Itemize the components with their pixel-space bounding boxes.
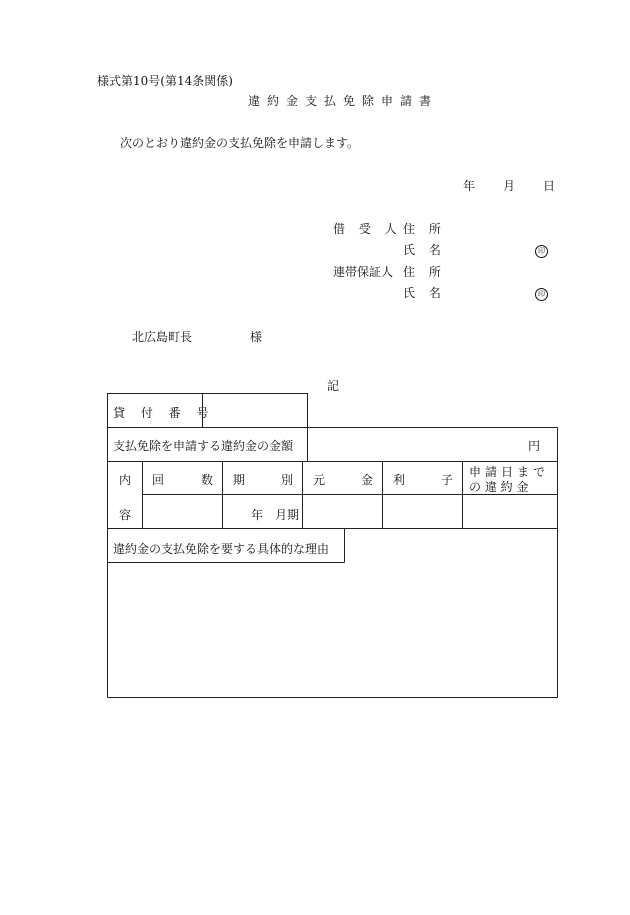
period-value: 年 月期 bbox=[251, 508, 300, 522]
borrower-name-label: 氏 名 bbox=[403, 243, 446, 257]
document-title: 違約金支払免除申請書 bbox=[248, 94, 439, 108]
content-label-bottom: 容 bbox=[119, 508, 132, 522]
col-period-label-a: 期 bbox=[233, 473, 246, 487]
seal-icon: 印 bbox=[535, 242, 548, 258]
col-penalty-label-line1: 申請日まで bbox=[469, 465, 550, 479]
date-day: 日 bbox=[543, 179, 556, 193]
guarantor-address-label: 住 所 bbox=[403, 265, 446, 279]
col-principal-label-a: 元 bbox=[313, 473, 326, 487]
date-year: 年 bbox=[463, 179, 476, 193]
col-period-label-b: 別 bbox=[281, 473, 294, 487]
record-label: 記 bbox=[327, 379, 340, 393]
col-interest-label-a: 利 bbox=[393, 473, 406, 487]
addressee-honorific: 様 bbox=[250, 330, 263, 344]
guarantor-name-label: 氏 名 bbox=[403, 286, 446, 300]
reason-label: 違約金の支払免除を要する具体的な理由 bbox=[113, 542, 330, 556]
loan-number-label: 貸 付 番 号 bbox=[113, 406, 215, 420]
col-count-label-b: 数 bbox=[201, 473, 214, 487]
amount-label: 支払免除を申請する違約金の金額 bbox=[113, 439, 294, 453]
col-penalty-label-line2: の 違 約 金 bbox=[469, 480, 529, 494]
date-month: 月 bbox=[503, 179, 516, 193]
yen-unit: 円 bbox=[528, 439, 541, 453]
col-interest-label-b: 子 bbox=[441, 473, 454, 487]
form-number: 様式第10号(第14条関係) bbox=[97, 74, 233, 88]
intro-text: 次のとおり違約金の支払免除を申請します。 bbox=[120, 136, 360, 150]
borrower-label: 借 受 人 bbox=[333, 222, 402, 236]
col-principal-label-b: 金 bbox=[361, 473, 374, 487]
borrower-address-label: 住 所 bbox=[403, 222, 446, 236]
content-label-top: 内 bbox=[119, 473, 132, 487]
guarantor-label: 連帯保証人 bbox=[333, 265, 394, 279]
col-count-label-a: 回 bbox=[152, 473, 165, 487]
seal-icon: 印 bbox=[535, 285, 548, 301]
addressee-name: 北広島町長 bbox=[132, 330, 193, 344]
